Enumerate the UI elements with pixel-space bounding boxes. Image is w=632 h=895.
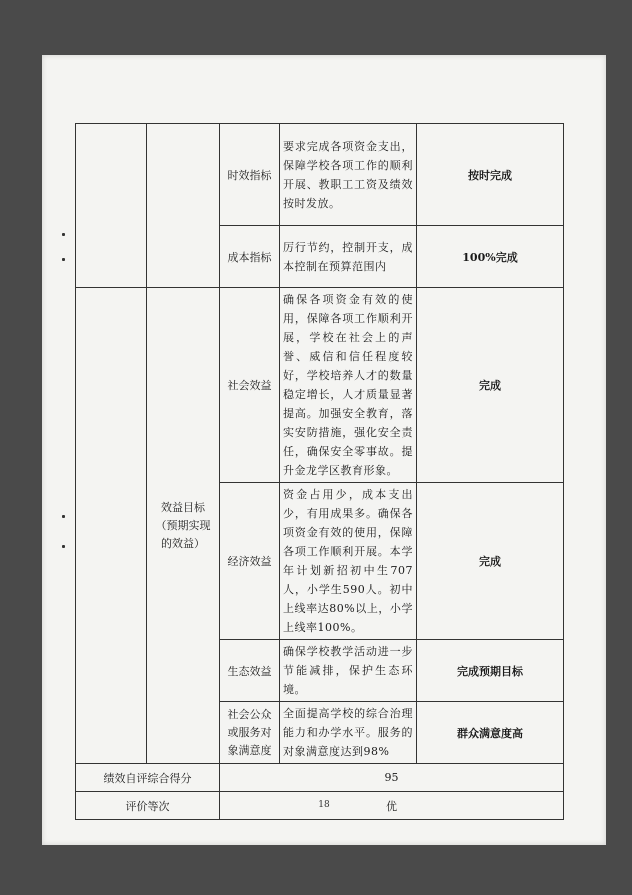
indicator-cell: 时效指标 <box>220 124 280 226</box>
indicator-cell: 成本指标 <box>220 226 280 288</box>
rating-value: 优 <box>220 792 564 820</box>
benefit-goal-cell: 效益目标（预期实现的效益） <box>147 288 220 764</box>
indicator-cell: 社会公众或服务对象满意度 <box>220 702 280 764</box>
page-number: 18 <box>318 800 330 810</box>
description-cell: 资金占用少，成本支出少，有用成果多。确保各项资金有效的使用，保障各项工作顺利开展。本学年计划新招初中生707人，小学生590人。初中上线率达80%以上，小学上线率100%。 <box>280 483 417 640</box>
rating-label: 评价等次 <box>76 792 220 820</box>
result-cell: 完成预期目标 <box>417 640 564 702</box>
binding-hole-mark <box>62 545 65 548</box>
result-cell: 100%完成 <box>417 226 564 288</box>
table-row <box>76 124 564 226</box>
performance-table <box>75 123 564 820</box>
indicator-cell: 经济效益 <box>220 483 280 640</box>
table-row <box>76 288 564 483</box>
self-score-label: 绩效自评综合得分 <box>76 764 220 792</box>
description-cell: 要求完成各项资金支出，保障学校各项工作的顺利开展、教职工工资及绩效按时发放。 <box>280 124 417 226</box>
document-page <box>42 55 606 845</box>
self-score-value: 95 <box>220 764 564 792</box>
indicator-cell: 生态效益 <box>220 640 280 702</box>
result-cell: 按时完成 <box>417 124 564 226</box>
empty-category-cell <box>76 124 147 288</box>
result-cell: 完成 <box>417 288 564 483</box>
description-cell: 确保学校教学活动进一步节能减排，保护生态环境。 <box>280 640 417 702</box>
description-cell: 厉行节约，控制开支，成本控制在预算范围内 <box>280 226 417 288</box>
binding-hole-mark <box>62 515 65 518</box>
indicator-cell: 社会效益 <box>220 288 280 483</box>
result-cell: 完成 <box>417 483 564 640</box>
result-cell: 群众满意度高 <box>417 702 564 764</box>
empty-subcategory-cell <box>147 124 220 288</box>
description-cell: 全面提高学校的综合治理能力和办学水平。服务的对象满意度达到98% <box>280 702 417 764</box>
empty-category-cell <box>76 288 147 764</box>
description-cell: 确保各项资金有效的使用，保障各项工作顺利开展，学校在社会上的声誉、威信和信任程度较好，学校培养人才的数量稳定增长，人才质量显著提高。加强安全教育，落实安防措施，强化安全责任，确保安全零事故。提升金龙学区教育形象。 <box>280 288 417 483</box>
binding-hole-mark <box>62 233 65 236</box>
binding-hole-mark <box>62 258 65 261</box>
table-row <box>76 764 564 792</box>
